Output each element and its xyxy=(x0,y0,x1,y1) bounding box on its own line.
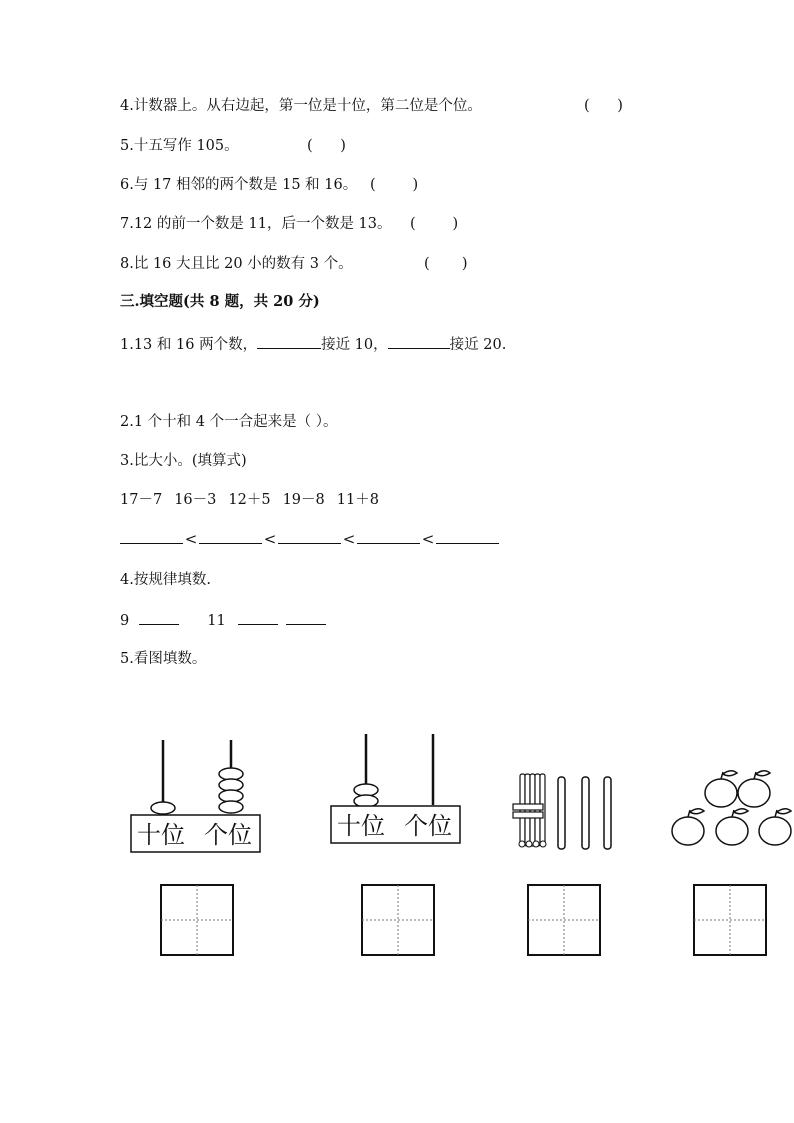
fill-q1-mid: 接近 10， xyxy=(321,337,388,353)
abacus-1-ones-label: 个位 xyxy=(204,821,252,849)
abacus-2-tens-bead xyxy=(354,784,378,796)
fill-q3-expressions xyxy=(120,490,379,510)
answer-box-4[interactable] xyxy=(694,885,766,955)
answer-box-3[interactable] xyxy=(528,885,600,955)
judge-q7-text: 7.12 的前一个数是 11，后一个数是 13。 xyxy=(120,216,392,232)
judge-q5-text: 5.十五写作 105。 xyxy=(120,138,239,154)
section-title: 三.填空题(共 8 题，共 20 分) xyxy=(120,293,320,310)
stick-bundle xyxy=(513,774,546,847)
fill-q1 xyxy=(120,333,506,355)
fill-q4-title: 4.按规律填数. xyxy=(120,572,211,588)
less-than-4: < xyxy=(421,530,435,548)
fill-q2: 2.1 个十和 4 个一合起来是（ ）。 xyxy=(120,414,338,430)
less-than-1: < xyxy=(184,530,198,548)
compare-blank-3[interactable] xyxy=(278,528,341,544)
abacus-1-ones-bead xyxy=(219,779,243,791)
single-stick xyxy=(582,777,589,849)
judge-q4-answer[interactable]: ( ) xyxy=(584,98,623,114)
abacus-1-ones-bead xyxy=(219,790,243,802)
judge-q7-answer[interactable]: ( ) xyxy=(410,216,459,232)
abacus-2-tens-label: 十位 xyxy=(337,812,385,840)
fill-q3-title: 3.比大小。(填算式) xyxy=(120,453,247,469)
apple-icon xyxy=(738,771,770,807)
fill-q1-prefix: 1.13 和 16 两个数， xyxy=(120,337,258,353)
fill-q1-suffix: 接近 20. xyxy=(449,337,507,353)
apple-icon xyxy=(705,771,737,807)
judge-q8-text: 8.比 16 大且比 20 小的数有 3 个。 xyxy=(120,256,353,272)
abacus-1-ones-bead xyxy=(219,801,243,813)
sticks-picture xyxy=(513,774,611,849)
answer-box-2[interactable] xyxy=(362,885,434,955)
fill-q5-title: 5.看图填数。 xyxy=(120,651,207,667)
apple-icon xyxy=(759,809,791,845)
judge-q5 xyxy=(120,136,239,156)
sequence-blank-3[interactable] xyxy=(286,609,326,625)
compare-blank-2[interactable] xyxy=(199,528,262,544)
abacus-1-ones-bead xyxy=(219,768,243,780)
compare-blank-5[interactable] xyxy=(436,528,499,544)
less-than-3: < xyxy=(342,530,356,548)
apples-picture xyxy=(672,771,791,845)
apple-icon xyxy=(716,809,748,845)
judge-q4 xyxy=(120,96,482,116)
answer-box-1[interactable] xyxy=(161,885,233,955)
expression-2: 16－3 xyxy=(174,492,217,508)
abacus-2 xyxy=(331,734,460,843)
sequence-row xyxy=(120,609,326,629)
expression-3: 12＋5 xyxy=(228,492,271,508)
sequence-blank-1[interactable] xyxy=(139,609,179,625)
picture-area xyxy=(115,722,794,972)
expression-1: 17－7 xyxy=(120,492,163,508)
abacus-1-tens-label: 十位 xyxy=(137,821,185,849)
fill-q1-blank-1[interactable] xyxy=(257,333,321,349)
sequence-second: 11 xyxy=(207,613,226,629)
sequence-blank-2[interactable] xyxy=(238,609,278,625)
judge-q5-answer[interactable]: ( ) xyxy=(307,138,346,154)
comparison-chain xyxy=(120,528,499,548)
single-stick xyxy=(558,777,565,849)
fill-q1-blank-2[interactable] xyxy=(388,333,450,349)
apple-icon xyxy=(672,809,704,845)
compare-blank-4[interactable] xyxy=(357,528,420,544)
abacus-1-tens-bead xyxy=(151,802,175,814)
judge-q6 xyxy=(120,175,357,195)
judge-q4-text: 4.计数器上。从右边起，第一位是十位，第二位是个位。 xyxy=(120,98,482,114)
judge-q6-answer[interactable]: ( ) xyxy=(370,177,419,193)
judge-q6-text: 6.与 17 相邻的两个数是 15 和 16。 xyxy=(120,177,358,193)
abacus-2-ones-label: 个位 xyxy=(404,812,452,840)
judge-q8 xyxy=(120,254,353,274)
less-than-2: < xyxy=(263,530,277,548)
judge-q8-answer[interactable]: ( ) xyxy=(424,256,468,272)
abacus-2-tens-bead xyxy=(354,795,378,807)
single-stick xyxy=(604,777,611,849)
expression-5: 11＋8 xyxy=(336,492,379,508)
compare-blank-1[interactable] xyxy=(120,528,183,544)
sequence-first: 9 xyxy=(120,613,130,629)
judge-q7 xyxy=(120,214,392,234)
abacus-1 xyxy=(131,740,260,852)
expression-4: 19－8 xyxy=(282,492,325,508)
